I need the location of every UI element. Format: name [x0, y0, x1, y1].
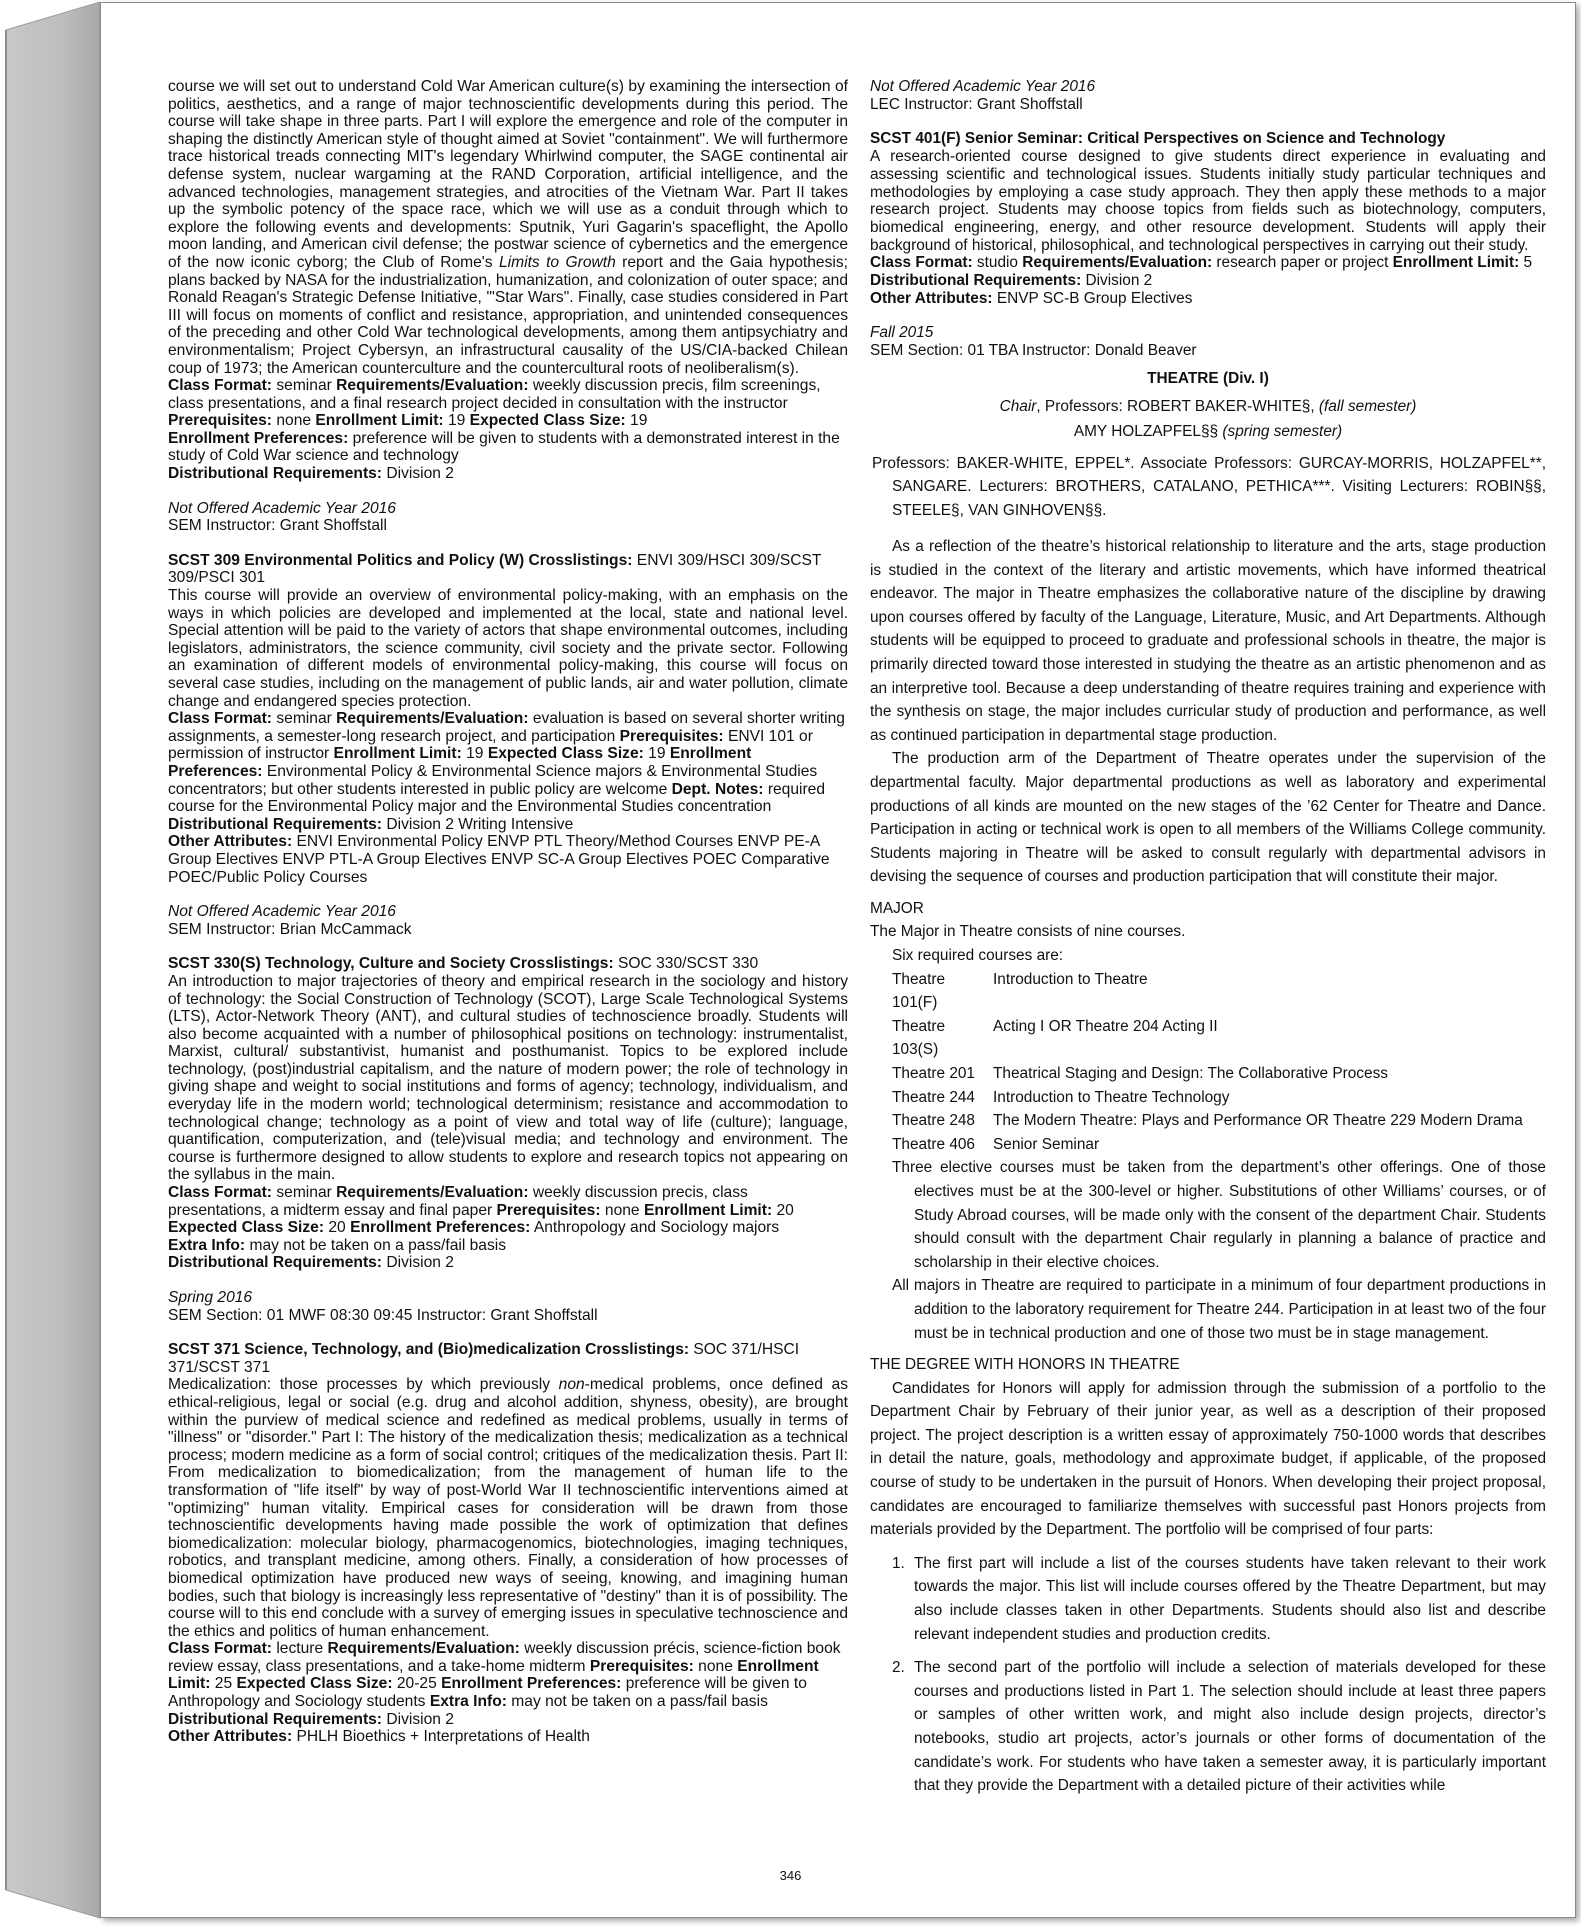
department-chair: Chair, Professors: ROBERT BAKER-WHITE§, (fall semester)	[999, 397, 1417, 415]
scst330-extra-info: Extra Info: may not be taken on a pass/fail basis	[168, 1236, 507, 1254]
scst309-attributes: Other Attributes: ENVI Environmental Policy ENVP PTL Theory/Method Courses ENVP PE-A Group Electives ENVP PTL-A Group Electives ENVP SC-A Group Electives POEC Comparative POEC/Public Policy Courses	[168, 833, 830, 886]
required-course: Theatre 103(S) Acting I OR Theatre 204 Acting II	[892, 1017, 1218, 1059]
required-course: Theatre 244 Introduction to Theatre Technology	[892, 1088, 1230, 1106]
required-course-list	[870, 968, 1546, 1157]
cold-war-term: Not Offered Academic Year 2016	[168, 499, 396, 517]
faculty-list: Professors: BAKER-WHITE, EPPEL*. Associate Professors: GURCAY-MORRIS, HOLZAPFEL**, SANGARE. Lecturers: BROTHERS, CATALANO, PETHICA***. Visiting Lecturers: ROBIN§§, STEELE§, VAN GINHOVEN§§.	[872, 454, 1546, 519]
scst309-distribution: Distributional Requirements: Division 2 Writing Intensive	[168, 815, 574, 833]
required-course: Theatre 201 Theatrical Staging and Design: The Collaborative Process	[892, 1065, 1388, 1083]
required-intro: Six required courses are:	[892, 947, 1064, 965]
scst401-distribution: Distributional Requirements: Division 2	[870, 272, 1153, 290]
scst309-section: SEM Instructor: Brian McCammack	[168, 920, 412, 938]
department-chair-spring: AMY HOLZAPFEL§§ (spring semester)	[1073, 422, 1343, 440]
scst330-details: Class Format: seminar Requirements/Evaluation: weekly discussion precis, class presentations, a midterm essay and final paper Prerequisites: none Enrollment Limit: 20 Expected Class Size: 20 Enrollment Preferences: Anthropology and Sociology majors	[168, 1184, 794, 1237]
intro-paragraph: As a reflection of the theatre’s historical relationship to literature and the arts, stage production is studied in the context of the literary and artistic movements, which have informed theatrical endeavor. The major in Theatre emphasizes the collaborative nature of the discipline by drawing upon courses offered by faculty of the Language, Literature, Music, and Art Departments. Although students will be equipped to proceed to graduate and professional schools in theatre, the major is primarily directed toward those interested in studying the theatre as an artistic phenomenon and as an interpretive tool. Because a deep understanding of theatre requires training and experience with the synthesis on stage, the major includes curricular study of production and performance, as well as continued participation in departmental stage production.	[870, 538, 1546, 744]
required-course: Theatre 406 Senior Seminar	[892, 1135, 1100, 1153]
cold-war-details: Class Format: seminar Requirements/Evaluation: weekly discussion precis, film screenings, class presentations, and a final research project decided in consultation with the instructor Prerequisites: none Enrollment Limit: 19 Expected Class Size: 19	[168, 377, 821, 430]
scst371-distribution: Distributional Requirements: Division 2	[168, 1710, 454, 1728]
scst330-section: SEM Section: 01 MWF 08:30 09:45 Instructor: Grant Shoffstall	[168, 1306, 598, 1324]
major-intro: The Major in Theatre consists of nine courses.	[870, 923, 1186, 941]
portfolio-part: 1. The first part will include a list of the courses students have taken relevant to their work towards the major. This list will include courses offered by the Theatre Department, but may also include classes taken in other Departments. Students should also list and describe relevant independent studies and production credits.	[892, 1554, 1546, 1643]
scst371-attributes: Other Attributes: PHLH Bioethics + Interpretations of Health	[168, 1728, 590, 1746]
scst401-attributes: Other Attributes: ENVP SC-B Group Electives	[870, 289, 1193, 307]
scst401-details: Class Format: studio Requirements/Evaluation: research paper or project Enrollment Limit: 5	[870, 254, 1533, 272]
scst309-details: Class Format: seminar Requirements/Evaluation: evaluation is based on several shorter writing assignments, a semester-long research project, and participation Prerequisites: ENVI 101 or permission of instructor Enrollment Limit: 19 Expected Class Size: 19 Enrollment Preferences: Environmental Policy & Environmental Science majors & Environmental Studies concentrators; but other students interested in public policy are welcome Dept. Notes: required course for the Environmental Policy major and the Environmental Studies concentration	[168, 710, 845, 816]
right-column	[870, 78, 1546, 1798]
scst330-term: Spring 2016	[168, 1289, 253, 1306]
scst401-description: A research-oriented course designed to give students direct experience in evaluating and assessing scientific and technological issues. Students initially study particular techniques and methodologies by employing a case study approach. They then apply these methods to a major research project. Students may choose topics from fields such as biotechnology, computers, biomedical engineering, energy, and other resource development. Students will apply their background of historical, philosophical, and technological perspectives in carrying out their study.	[870, 148, 1546, 254]
scst309-term: Not Offered Academic Year 2016	[168, 903, 396, 921]
honors-paragraph: Candidates for Honors will apply for admission through the submission of a portfolio to the Department Chair by February of their junior year, as well as a description of their proposed project. The project description is a written essay of approximately 750-1000 words that describes in detail the nature, goals, methodology and approximate budget, if applicable, of the proposed course of study to be undertaken in the pursuit of Honors. When developing their project proposal, candidates are encouraged to familiarize themselves with successful past Honors projects from materials provided by the Department. The portfolio will be comprised of four parts:	[870, 1379, 1546, 1539]
cold-war-section: SEM Instructor: Grant Shoffstall	[168, 517, 387, 535]
left-column	[168, 78, 848, 1746]
scst330-title: SCST 330(S) Technology, Culture and Society Crosslistings: SOC 330/SCST 330	[168, 955, 759, 973]
scst371-title: SCST 371 Science, Technology, and (Bio)medicalization Crosslistings: SOC 371/HSCI 371/SCST 371	[168, 1341, 800, 1376]
book-spine-graphic	[0, 0, 100, 1926]
electives-paragraph: Three elective courses must be taken from the department’s other offerings. One of those electives must be at the 300-level or higher. Substitutions of other Williams’ courses, or of Study Abroad courses, will be made only with the consent of the department Chair. Students should consult with the department Chair regularly in planning a balance of practice and scholarship in their elective choices.	[892, 1159, 1546, 1271]
cold-war-description: course we will set out to understand Cold War American culture(s) by examining the intersection of politics, aesthetics, and a range of major technoscientific developments during this period. The course will take shape in three parts. Part I will explore the emergence and role of the computer in shaping the distinctly American style of thought aimed at Soviet "containment". We will furthermore trace historical treads connecting MIT's legendary Whirlwind computer, the SAGE continental air defense system, nuclear wargaming at the RAND Corporation, artificial intelligence, and the advanced technologies, management strategies, and atrocities of the Vietnam War. Part II takes up the symbolic potency of the space race, which we will use as a conduit through which to explore the following events and developments: Sputnik, Yuri Gagarin's spaceflight, the Apollo moon landing, and American civil defense; the postwar science of cybernetics and the emergence of the now iconic cyborg; the Club of Rome's Limits to Growth report and the Gaia hypothesis; plans backed by NASA for the industrialization, humanization, and colonization of outer space; and Ronald Reagan's Strategic Defense Initiative, '"Star Wars". Finally, case studies considered in Part III will focus on moments of conflict and resistance, appropriation, and unintended consequences of the preceding and other Cold War technological developments, among them antipsychiatry and environmentalism; Project Cybersyn, an infrastructural causality of the US/CIA-backed Chilean coup of 1973; the American counterculture and the countercultural roots of neoliberalism(s).	[168, 78, 848, 377]
major-heading: MAJOR	[870, 899, 924, 917]
honors-heading: THE DEGREE WITH HONORS IN THEATRE	[870, 1356, 1180, 1374]
required-course: Theatre 101(F) Introduction to Theatre	[892, 970, 1148, 1012]
productions-paragraph: All majors in Theatre are required to participate in a minimum of four department productions in addition to the laboratory requirement for Theatre 244. Participation in at least two of the four must be in technical production and one of those two must be in stage management.	[892, 1277, 1546, 1342]
cold-war-distribution: Distributional Requirements: Division 2	[168, 465, 454, 483]
page-number: 346	[779, 1868, 802, 1883]
pre-term: Not Offered Academic Year 2016	[870, 78, 1096, 95]
department-title: THEATRE (Div. I)	[1147, 369, 1269, 387]
scst371-details: Class Format: lecture Requirements/Evaluation: weekly discussion précis, science-fiction book review essay, class presentations, and a take-home midterm Prerequisites: none Enrollment Limit: 25 Expected Class Size: 20-25 Enrollment Preferences: preference will be given to Anthropology and Sociology students Extra Info: may not be taken on a pass/fail basis	[168, 1640, 841, 1711]
scst309-title: SCST 309 Environmental Politics and Policy (W) Crosslistings: ENVI 309/HSCI 309/SCST 309/PSCI 301	[168, 551, 822, 587]
required-course: Theatre 248 The Modern Theatre: Plays and Performance OR Theatre 229 Modern Drama	[892, 1112, 1523, 1130]
scst330-description: An introduction to major trajectories of theory and empirical research in the sociology and history of technology: the Social Construction of Technology (SCOT), Large Scale Technological Systems (LTS), Actor-Network Theory (ANT), and cultural studies of technoscience broadly. Students will also become acquainted with a number of philosophical positions on technology: instrumentalist, Marxist, cultural/ substantivist, humanist and posthumanist. Topics to be explored include technology, (post)industrial capitalism, and the nature of modern power; the role of technology in giving shape and weight to social institutions and forms of agency; technology, individualism, and everyday life in the modern world; technological determinism; resistance and accommodation to technological change; technology as a point of view and total way of life (culture); language, quantification, computerization, and (tele)visual media; and technology and environment. The course is furthermore designed to allow students to explore and research topics not appearing on the syllabus in the main.	[168, 972, 848, 1184]
scst330-distribution: Distributional Requirements: Division 2	[168, 1254, 454, 1272]
scst401-section: SEM Section: 01 TBA Instructor: Donald Beaver	[870, 342, 1197, 360]
scst309-description: This course will provide an overview of environmental policy-making, with an emphasis on the ways in which policies are developed and implemented at the local, state and national level. Special attention will be paid to the variety of actors that shape environmental outcomes, including legislators, administrators, the science community, civil society and the private sector. Following an examination of different models of environmental policy-making, this course will focus on several case studies, including on the management of public lands, air and water pollution, climate change and endangered species protection.	[168, 587, 848, 710]
pre-section: LEC Instructor: Grant Shoffstall	[870, 95, 1083, 113]
cold-war-preferences: Enrollment Preferences: preference will be given to students with a demonstrated interest in the study of Cold War science and technology	[168, 429, 840, 465]
portfolio-part: 2. The second part of the portfolio will include a selection of materials developed for these courses and productions listed in Part 1. The selection should include at least three papers or samples of other written work, and might also include design projects, director’s notebooks, studio art projects, actor’s journals or other forms of documentation of the candidate’s work. For students who have taken a semester away, it is particularly important that they provide the Department with a detailed picture of their activities while	[892, 1659, 1546, 1795]
production-paragraph: The production arm of the Department of Theatre operates under the supervision of the departmental faculty. Major departmental productions as well as laboratory and experimental productions of all kinds are mounted on the new stages of the ’62 Center for Theatre and Dance. Participation in acting or technical work is open to all members of the Williams College community. Students majoring in Theatre will be asked to consult regularly with departmental advisors in devising the sequence of courses and production participation that will constitute their major.	[870, 750, 1546, 886]
scst401-title: SCST 401(F) Senior Seminar: Critical Perspectives on Science and Technology	[870, 130, 1446, 148]
scst371-description: Medicalization: those processes by which previously non-medical problems, once defined as ethical-religious, legal or social (e.g. drug and alcohol addition, shyness, obesity), are brought within the purview of medical science and redefined as medical problems, usually in terms of "illness" or "disorder." Part I: The history of the medicalization thesis; medicalization as a technical process; modern medicine as a form of social control; critiques of the medicalization thesis. Part II: From medicalization to biomedicalization; from the management of human life to the transformation of "life itself" by way of post-World War II technoscientific interventions aimed at "optimizing" human vitality. Empirical cases for consideration will be drawn from those technoscientific developments having made possible the work of optimization that defines biomedicalization: molecular biology, pharmacogenomics, biotechnologies, imaging techniques, robotics, and transplant medicine, among others. Finally, a consideration of how processes of biomedical optimization have produced new ways of seeing, knowing, and imagining human bodies, such that biology is increasingly less representative of "destiny" than it is of possibility. The course will to this end conclude with a survey of emerging issues in speculative technoscience and the ethics and politics of human enhancement.	[168, 1376, 848, 1640]
scst401-term: Fall 2015	[870, 324, 934, 342]
